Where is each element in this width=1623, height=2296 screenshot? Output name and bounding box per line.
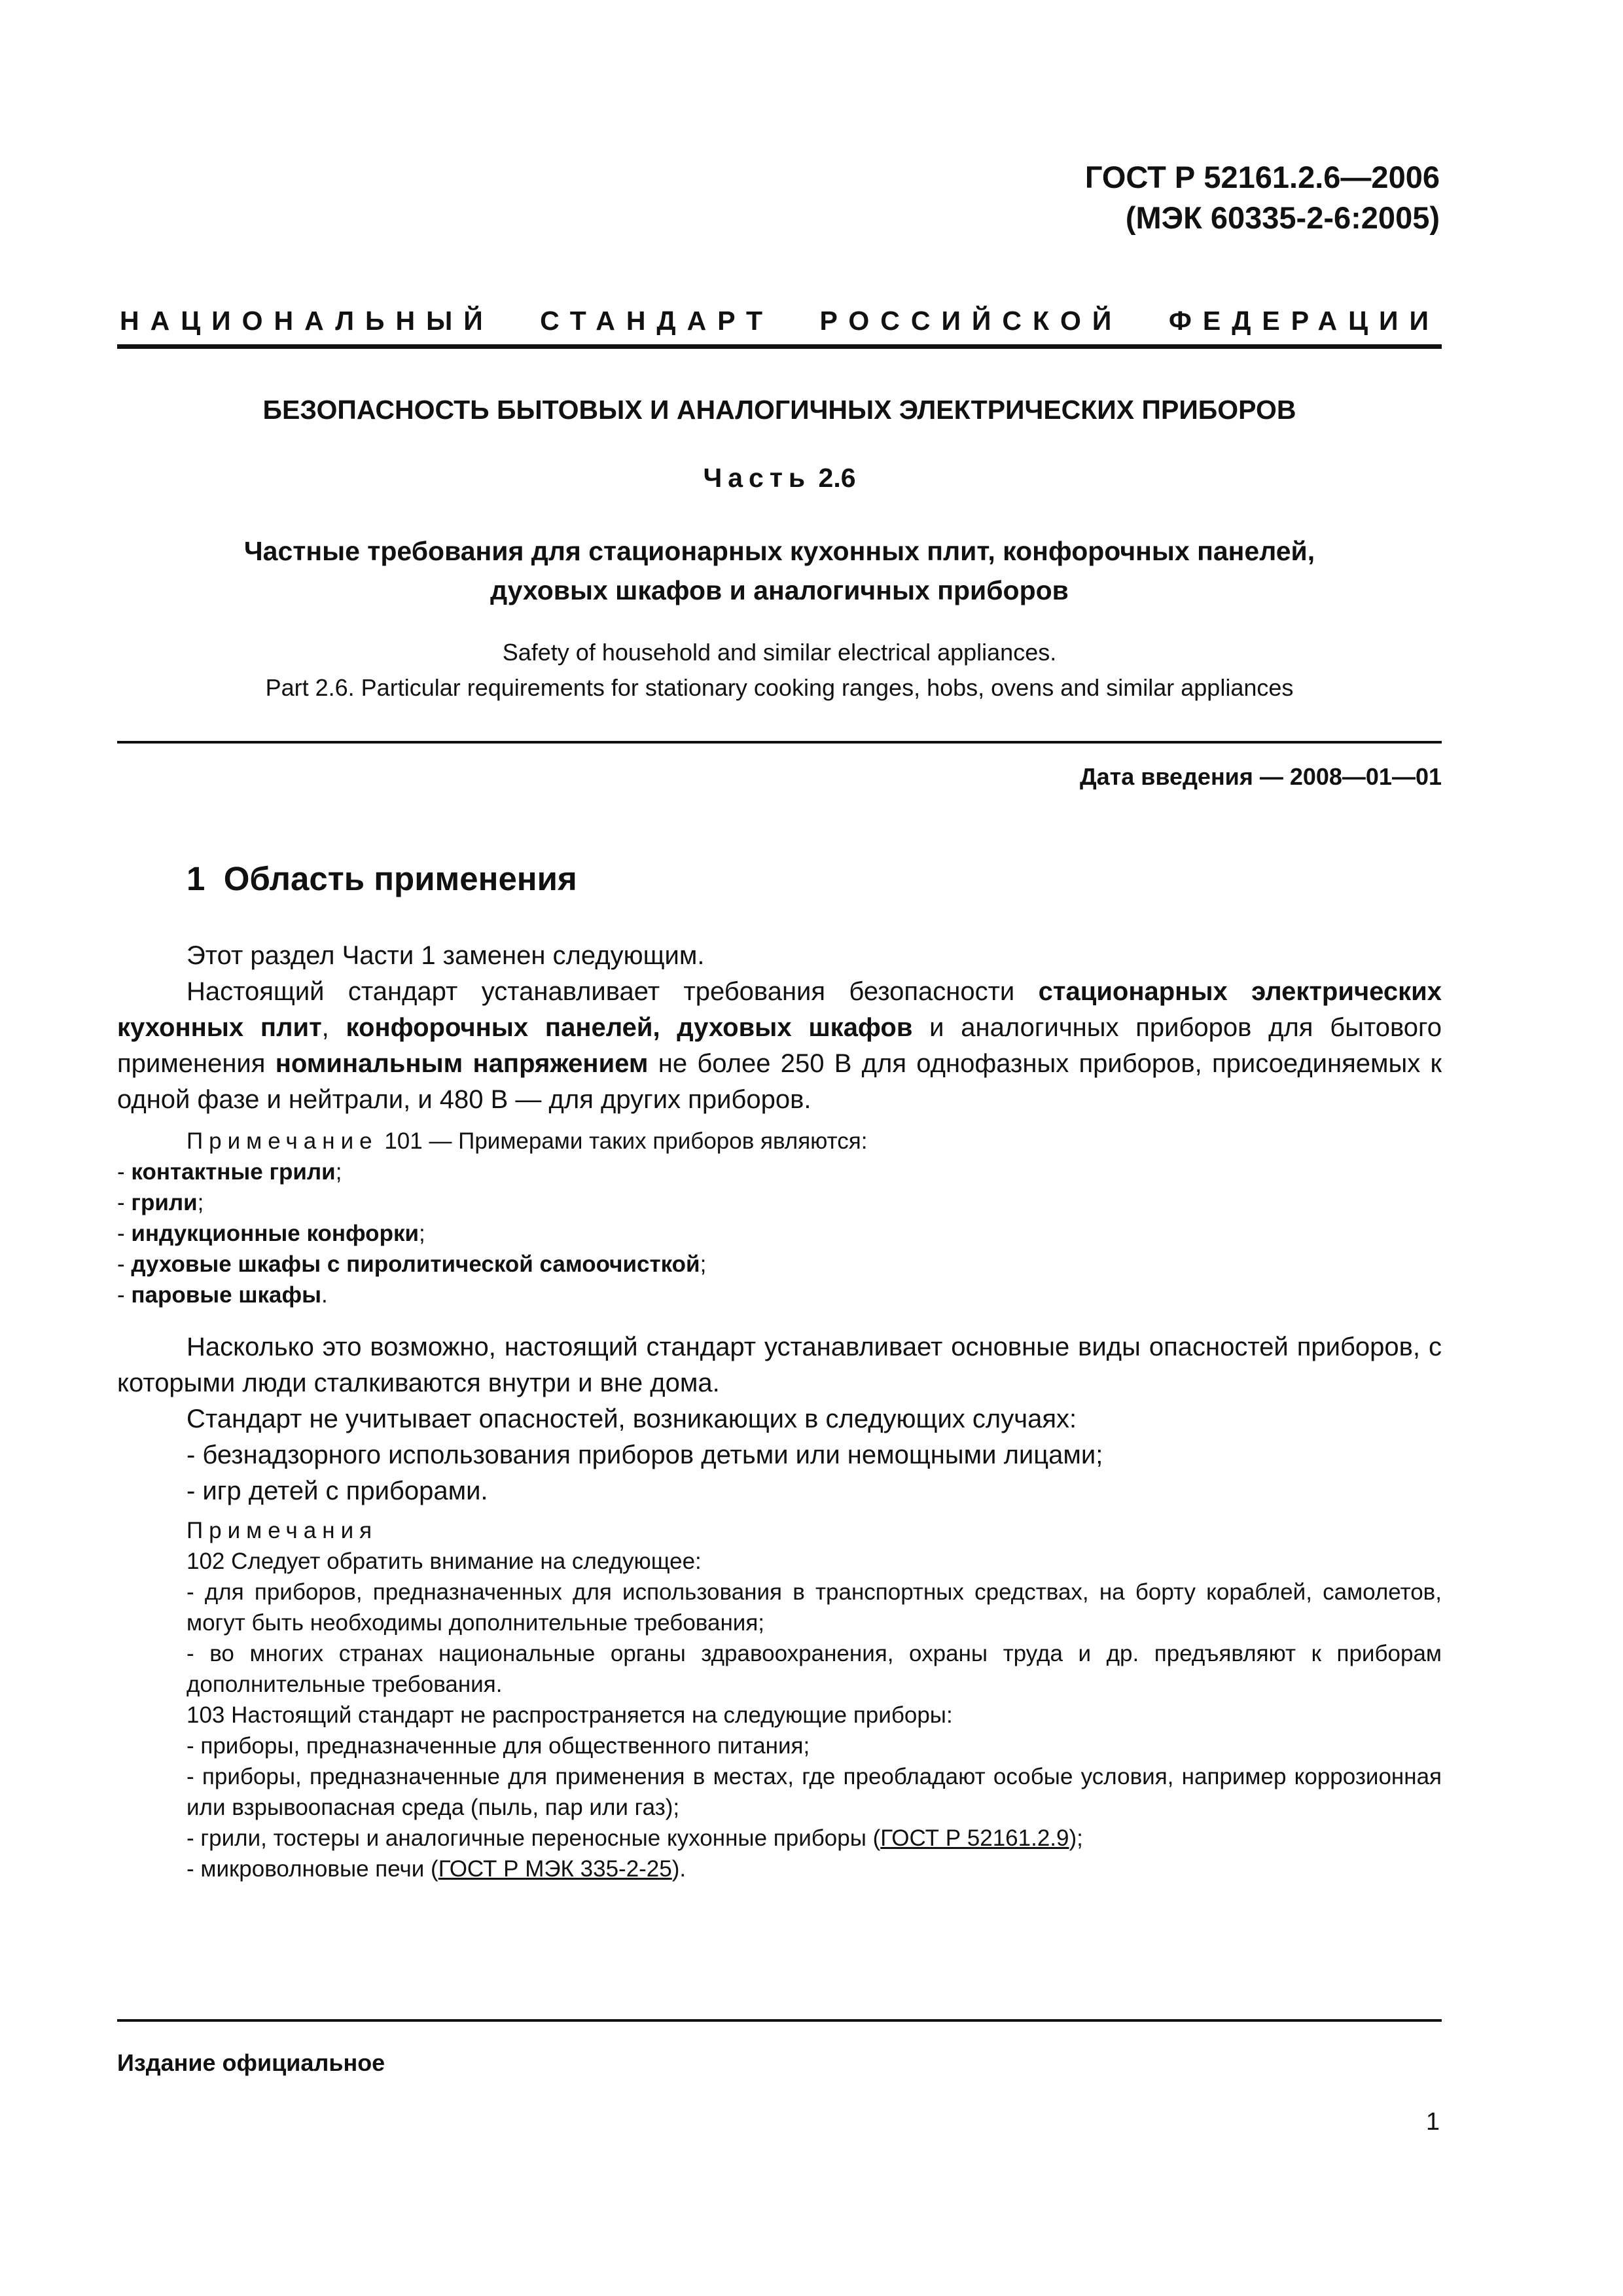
note-text: - для приборов, предназначенных для использования в транспортных средствах, на борту кораблей, самолетов, могут быть необходимы дополнительные требования;	[187, 1579, 1442, 1636]
note-101	[117, 1126, 1442, 1310]
part-label	[117, 459, 1442, 496]
scope-list-item: - игр детей с приборами.	[187, 1477, 488, 1505]
note-label: Примечание	[187, 1128, 378, 1154]
page-number: 1	[1425, 2108, 1440, 2136]
national-standard-word: НАЦИОНАЛЬНЫЙ	[120, 306, 494, 336]
section-heading	[187, 857, 577, 901]
note-103-item: - приборы, предназначенные для общественного питания;	[187, 1733, 810, 1759]
scope-paragraph	[117, 974, 1442, 1118]
term-run: стационарных электрических кухонных плит	[117, 977, 1442, 1042]
note-text: - микроволновые печи (	[187, 1856, 438, 1882]
note-list-item: - паровые шкафы.	[117, 1282, 328, 1308]
national-standard-word: СТАНДАРТ	[540, 306, 774, 336]
scope-body-2	[117, 1329, 1442, 1509]
punctuation: ;	[197, 1190, 204, 1215]
note-103-item	[117, 1761, 1442, 1823]
notes-block	[117, 1515, 1442, 1884]
part-number: 2.6	[818, 463, 856, 493]
note-text: - грили, тостеры и аналогичные переносные кухонные приборы (	[187, 1825, 881, 1851]
term-run: номинальным напряжением	[275, 1049, 649, 1078]
text-run: Настоящий стандарт устанавливает требования безопасности	[187, 977, 1039, 1006]
punctuation: ;	[335, 1159, 342, 1185]
footer-rule	[117, 2019, 1442, 2022]
punctuation: .	[321, 1282, 328, 1308]
document-number-block	[1085, 157, 1440, 238]
note-term: духовые шкафы с пиролитической самоочисткой	[131, 1251, 700, 1277]
top-rule	[117, 344, 1442, 349]
subtitle-line: Частные требования для стационарных кухонных плит, конфорочных панелей,	[243, 536, 1315, 566]
text-run: и аналогичных приборов для бытового применения	[117, 1013, 1442, 1078]
english-title-line: Part 2.6. Particular requirements for stationary cooking ranges, hobs, ovens and similar appliances	[265, 674, 1294, 701]
term-run: конфорочных панелей, духовых шкафов	[346, 1013, 913, 1042]
punctuation: ;	[418, 1221, 425, 1246]
scope-list-item: - безнадзорного использования приборов детьми или немощными лицами;	[187, 1441, 1103, 1469]
note-text: 101 — Примерами таких приборов являются:	[378, 1128, 868, 1154]
text-run: не более 250 В для однофазных приборов, присоединяемых к одной фазе и нейтрали, и 480 В — для других приборов.	[117, 1049, 1442, 1114]
note-list-item: - грили;	[117, 1190, 204, 1215]
subtitle-line: духовых шкафов и аналогичных приборов	[490, 575, 1069, 605]
national-standard-heading	[120, 302, 1440, 339]
iec-number: (МЭК 60335-2-6:2005)	[1125, 200, 1440, 235]
gost-52161-2-9-link[interactable]: ГОСТ Р 52161.2.9	[880, 1825, 1069, 1851]
note-term: индукционные конфорки	[131, 1221, 419, 1246]
gost-number: ГОСТ Р 52161.2.6—2006	[1084, 160, 1440, 194]
scope-paragraph: Насколько это возможно, настоящий стандарт устанавливает основные виды опасностей приборов, с которыми люди сталкиваются внутри и вне дома.	[117, 1333, 1442, 1397]
note-103-item	[117, 1823, 1442, 1854]
note-list-item: - духовые шкафы с пиролитической самоочисткой;	[117, 1251, 707, 1277]
note-text: - во многих странах национальные органы здравоохранения, охраны труда и др. предъявляют к приборам дополнительные требования.	[187, 1641, 1442, 1697]
document-subtitle	[117, 531, 1442, 610]
part-word: Часть	[703, 463, 812, 493]
note-list-item: - контактные грили;	[117, 1159, 342, 1185]
document-title: БЕЗОПАСНОСТЬ БЫТОВЫХ И АНАЛОГИЧНЫХ ЭЛЕКТРИЧЕСКИХ ПРИБОРОВ	[262, 395, 1296, 425]
notes-label: Примечания	[187, 1518, 378, 1543]
note-103-item	[117, 1854, 1442, 1884]
scope-paragraph: Стандарт не учитывает опасностей, возникающих в следующих случаях:	[187, 1405, 1077, 1433]
national-standard-word: РОССИЙСКОЙ	[819, 306, 1123, 336]
english-title	[117, 635, 1442, 706]
note-102-item	[117, 1638, 1442, 1700]
text-run: ,	[321, 1013, 346, 1042]
note-term: грили	[131, 1190, 198, 1215]
intro-date: Дата введения — 2008—01—01	[1079, 763, 1442, 790]
english-title-line: Safety of household and similar electrical appliances.	[502, 639, 1057, 666]
title-rule	[117, 741, 1442, 744]
note-list-item: - индукционные конфорки;	[117, 1221, 425, 1246]
note-text: ).	[671, 1856, 687, 1882]
note-103-intro: 103 Настоящий стандарт не распространяется на следующие приборы:	[187, 1702, 953, 1728]
note-text: );	[1069, 1825, 1083, 1851]
section-title: Область применения	[223, 860, 577, 897]
note-text: - приборы, предназначенные для применения в местах, где преобладают особые условия, например коррозионная или взрывоопасная среда (пыль, пар или газ);	[187, 1764, 1442, 1820]
note-102-intro: 102 Следует обратить внимание на следующее:	[187, 1549, 702, 1574]
national-standard-word: ФЕДЕРАЦИИ	[1168, 306, 1440, 336]
official-edition-label: Издание официальное	[117, 2049, 385, 2076]
section-number: 1	[187, 860, 205, 897]
punctuation: ;	[700, 1251, 707, 1277]
scope-body-1	[117, 938, 1442, 1118]
note-102-item	[117, 1577, 1442, 1638]
note-101-heading	[117, 1126, 1442, 1157]
note-term: паровые шкафы	[131, 1282, 322, 1308]
scope-paragraph: Этот раздел Части 1 заменен следующим.	[187, 941, 705, 970]
gost-iec-335-2-25-link[interactable]: ГОСТ Р МЭК 335-2-25	[438, 1856, 672, 1882]
note-term: контактные грили	[131, 1159, 336, 1185]
